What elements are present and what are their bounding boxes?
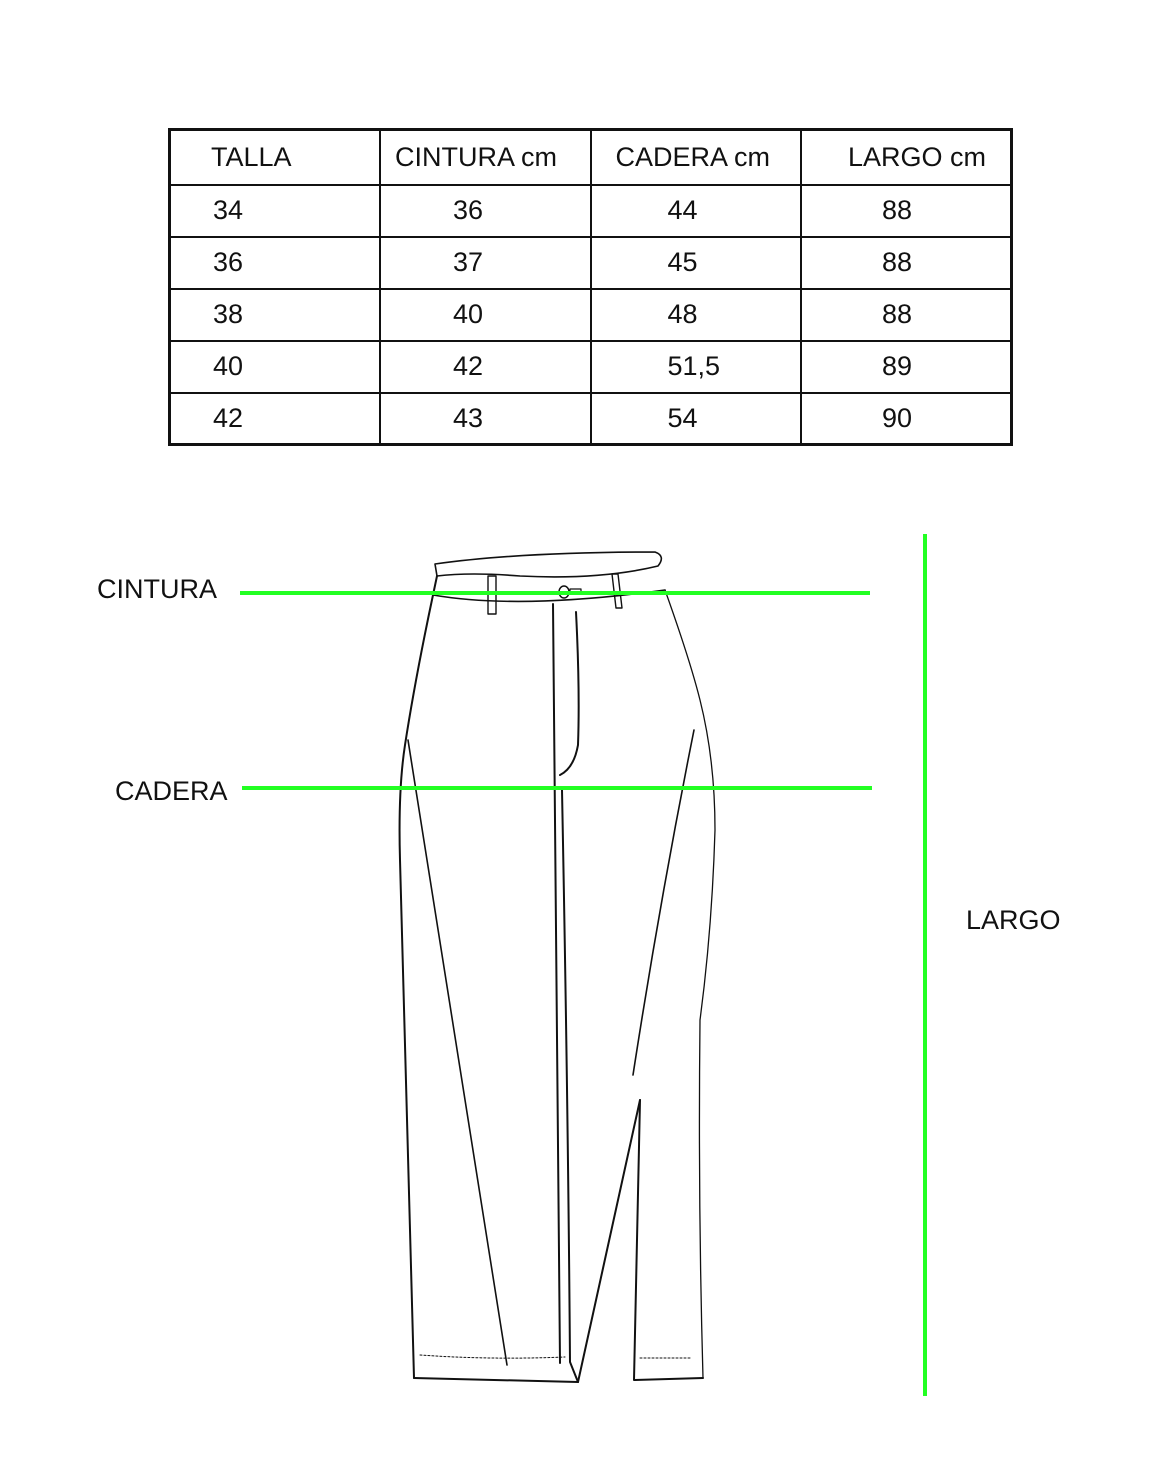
header-talla: TALLA (170, 130, 381, 185)
cell-cintura: 36 (380, 185, 591, 237)
header-cintura: CINTURA cm (380, 130, 591, 185)
hip-label: CADERA (115, 776, 228, 806)
cell-cintura: 43 (380, 393, 591, 445)
cell-talla: 36 (170, 237, 381, 289)
cell-talla: 38 (170, 289, 381, 341)
cell-cadera: 45 (591, 237, 802, 289)
cell-largo: 89 (801, 341, 1012, 393)
header-largo: LARGO cm (801, 130, 1012, 185)
length-label: LARGO (966, 905, 1061, 935)
cell-cintura: 40 (380, 289, 591, 341)
cell-talla: 42 (170, 393, 381, 445)
cell-cadera: 44 (591, 185, 802, 237)
cell-cintura: 42 (380, 341, 591, 393)
cell-cadera: 54 (591, 393, 802, 445)
cell-cadera: 48 (591, 289, 802, 341)
cell-largo: 90 (801, 393, 1012, 445)
header-cadera: CADERA cm (591, 130, 802, 185)
cell-cintura: 37 (380, 237, 591, 289)
cell-talla: 34 (170, 185, 381, 237)
cell-largo: 88 (801, 289, 1012, 341)
cell-largo: 88 (801, 185, 1012, 237)
waist-label: CINTURA (97, 574, 217, 604)
cell-cadera: 51,5 (591, 341, 802, 393)
cell-largo: 88 (801, 237, 1012, 289)
cell-talla: 40 (170, 341, 381, 393)
pants-outline-drawing (400, 552, 715, 1382)
